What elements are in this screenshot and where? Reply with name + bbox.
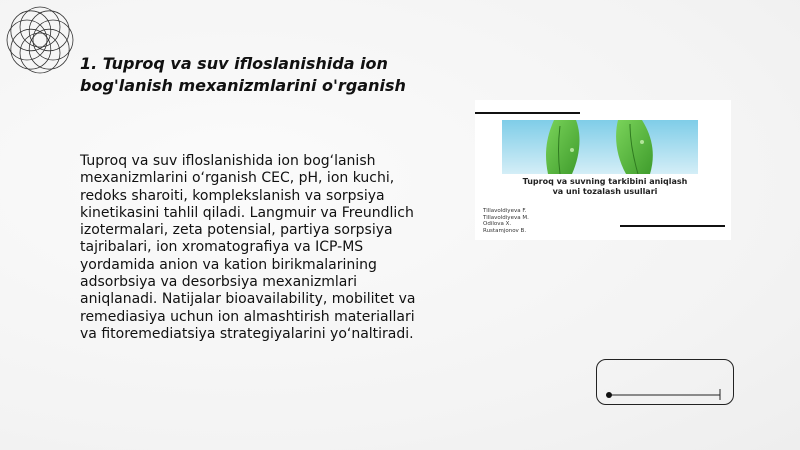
media-progress-icon — [597, 360, 733, 404]
thumbnail-divider-bottom — [620, 225, 725, 227]
slide-title: 1. Tuproq va suv ifloslanishida ion bog'lanish mexanizmlarini o'rganish — [80, 54, 406, 95]
author-name: Odilova X. — [483, 221, 512, 228]
author-name: Tillavoldiyeva M. — [483, 214, 529, 221]
thumbnail-title: Tuproq va suvning tarkibini aniqlash va uni tozalash usullari — [522, 177, 688, 196]
spirograph-logo-icon — [4, 4, 76, 76]
slide-body-text: Tuproq va suv ifloslanishida ion bog‘lanish mexanizmlarini o‘rganish CEC, pH, ion kuchi, redoks sharoiti, komplekslanish va sorpsiya kinetikasini tahlil qiladi. Langmuir va Freundlich izotermalari, zeta potensial, partiya sorpsiya tajribalari, ion xromatografiya va ICP-MS yordamida anion va kation birikmalarining adsorbsiya va desorbsiya mexanizmlari aniqlanadi. Natijalar bioavailability, mobilitet va remediasiya uchun ion almashtirish materiallari va fitoremediatsiya strategiyalarini yo‘naltiradi. — [80, 153, 416, 342]
thumbnail-divider-top — [475, 112, 580, 114]
progress-start-dot — [606, 392, 612, 398]
media-control[interactable] — [596, 359, 734, 405]
author-name: Tillavoldiyeva F. — [483, 208, 527, 214]
presentation-thumbnail[interactable] — [475, 100, 731, 240]
author-name: Rustamjonov B. — [483, 227, 527, 234]
thumbnail-authors — [483, 208, 573, 234]
green-leaves-image — [502, 120, 698, 174]
